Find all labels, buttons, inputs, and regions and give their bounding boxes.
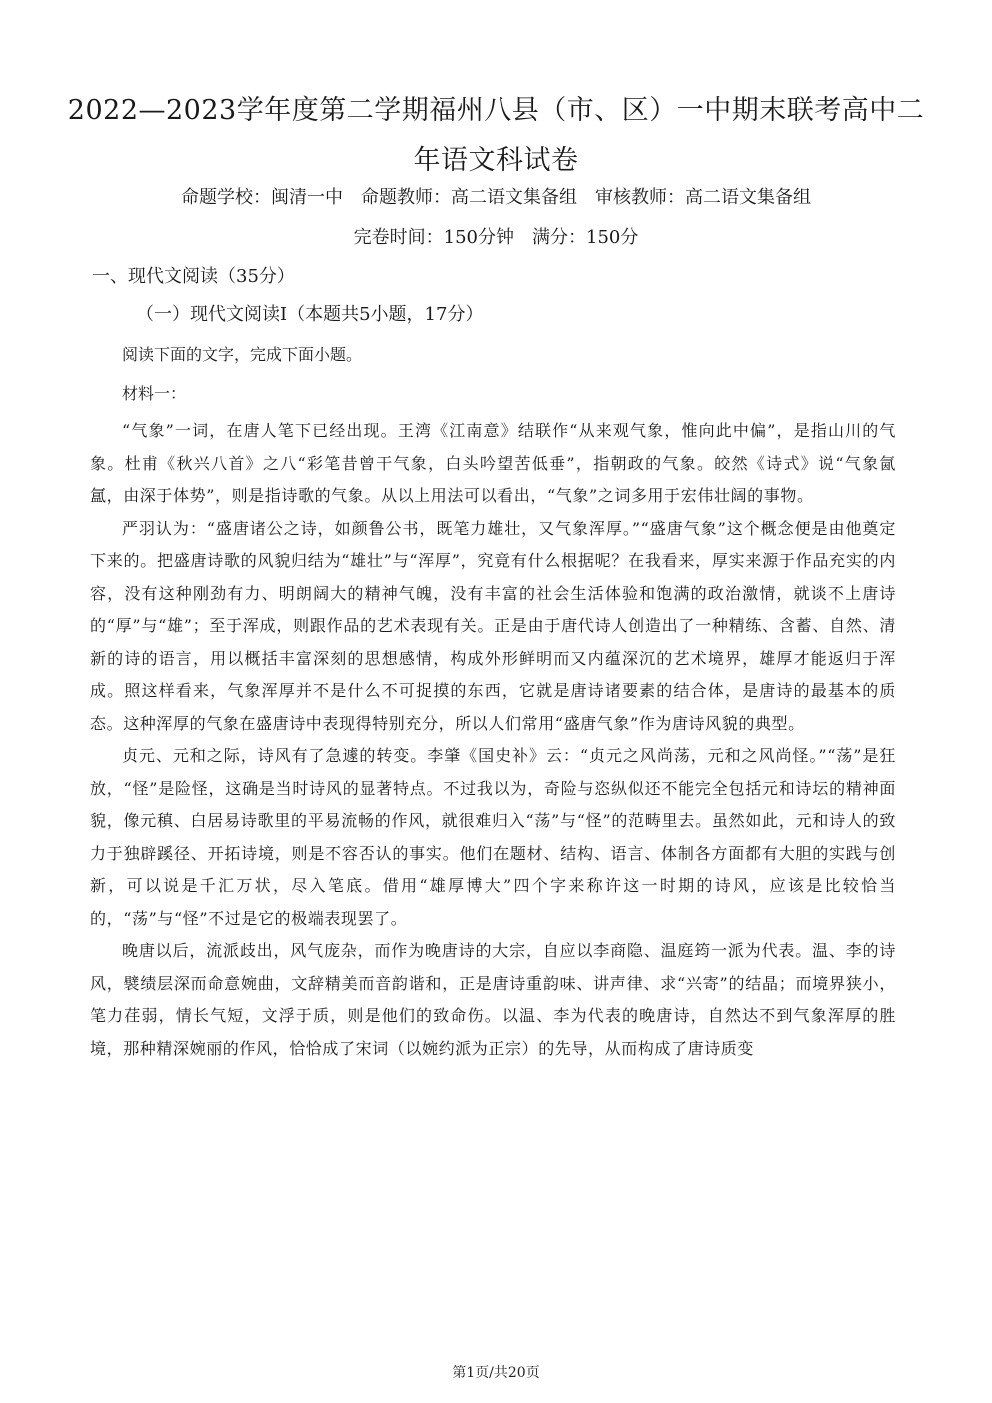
exam-title	[60, 86, 932, 186]
passage-paragraph: 严羽认为：“盛唐诸公之诗，如颜鲁公书，既笔力雄壮，又气象浑厚。”“盛唐气象”这个概念便是由他奠定下来的。把盛唐诗歌的风貌归结为“雄壮”与“浑厚”，究竟有什么根据呢？在我看来，厚实来源于作品充实的内容，没有这种刚劲有力、明朗阔大的精神气魄，没有丰富的社会生活体验和饱满的政治激情，就谈不上唐诗的“厚”与“雄”；至于浑成，则跟作品的艺术表现有关。正是由于唐代诗人创造出了一种精练、含蓄、自然、清新的诗的语言，用以概括丰富深刻的思想感情，构成外形鲜明而又内蕴深沉的艺术境界，雄厚才能返归于浑成。照这样看来，气象浑厚并不是什么不可捉摸的东西，它就是唐诗诸要素的结合体，是唐诗的最基本的质态。这种浑厚的气象在盛唐诗中表现得特别充分，所以人们常用“盛唐气象”作为唐诗风貌的典型。	[90, 518, 896, 733]
exam-title-line-1: 2022—2023学年度第二学期福州八县（市、区）一中期末联考高中二	[67, 95, 925, 126]
page-number: 第1页/共20页	[452, 1365, 540, 1381]
passage-paragraph: 晚唐以后，流派歧出，风气庞杂，而作为晚唐诗的大宗，自应以李商隐、温庭筠一派为代表。温、李的诗风，襞绩层深而命意婉曲，文辞精美而音韵谐和，正是唐诗重韵味、讲声律、求“兴寄”的结晶；而境界狭小，笔力荏弱，情长气短，文浮于质，则是他们的致命伤。以温、李为代表的晚唐诗，自然达不到气象浑厚的胜境，那种精深婉丽的作风，恰恰成了宋词（以婉约派为正宗）的先导，从而构成了唐诗质变	[90, 941, 896, 1058]
reading-instruction: 阅读下面的文字，完成下面小题。	[122, 345, 363, 364]
passage-body	[90, 415, 896, 1065]
material-label: 材料一：	[122, 384, 187, 403]
exam-time-score: 完卷时间：150分钟 满分：150分	[353, 227, 639, 248]
subsection-heading: （一）现代文阅读Ⅰ（本题共5小题，17分）	[136, 304, 484, 325]
exam-setter-info: 命题学校：闽清一中 命题教师：高二语文集备组 审核教师：高二语文集备组	[181, 187, 811, 208]
passage-paragraph: “气象”一词，在唐人笔下已经出现。王湾《江南意》结联作“从来观气象，惟向此中偏”，是指山川的气象。杜甫《秋兴八首》之八“彩笔昔曾干气象，白头吟望苦低垂”，指朝政的气象。皎然《诗式》说“气象氤氲，由深于体势”，则是指诗歌的气象。从以上用法可以看出，“气象”之词多用于宏伟壮阔的事物。	[90, 421, 896, 505]
section-heading: 一、现代文阅读（35分）	[92, 266, 295, 287]
exam-title-line-2: 年语文科试卷	[413, 145, 579, 176]
passage-paragraph: 贞元、元和之际，诗风有了急遽的转变。李肇《国史补》云：“贞元之风尚荡，元和之风尚怪。”“荡”是狂放，“怪”是险怪，这确是当时诗风的显著特点。不过我以为，奇险与恣纵似还不能完全包括元和诗坛的精神面貌，像元稹、白居易诗歌里的平易流畅的作风，就很难归入“荡”与“怪”的范畴里去。虽然如此，元和诗人的致力于独辟蹊径、开拓诗境，则是不容否认的事实。他们在题材、结构、语言、体制各方面都有大胆的实践与创新，可以说是千汇万状，尽入笔底。借用“雄厚博大”四个字来称许这一时期的诗风，应该是比较恰当的，“荡”与“怪”不过是它的极端表现罢了。	[90, 746, 896, 928]
